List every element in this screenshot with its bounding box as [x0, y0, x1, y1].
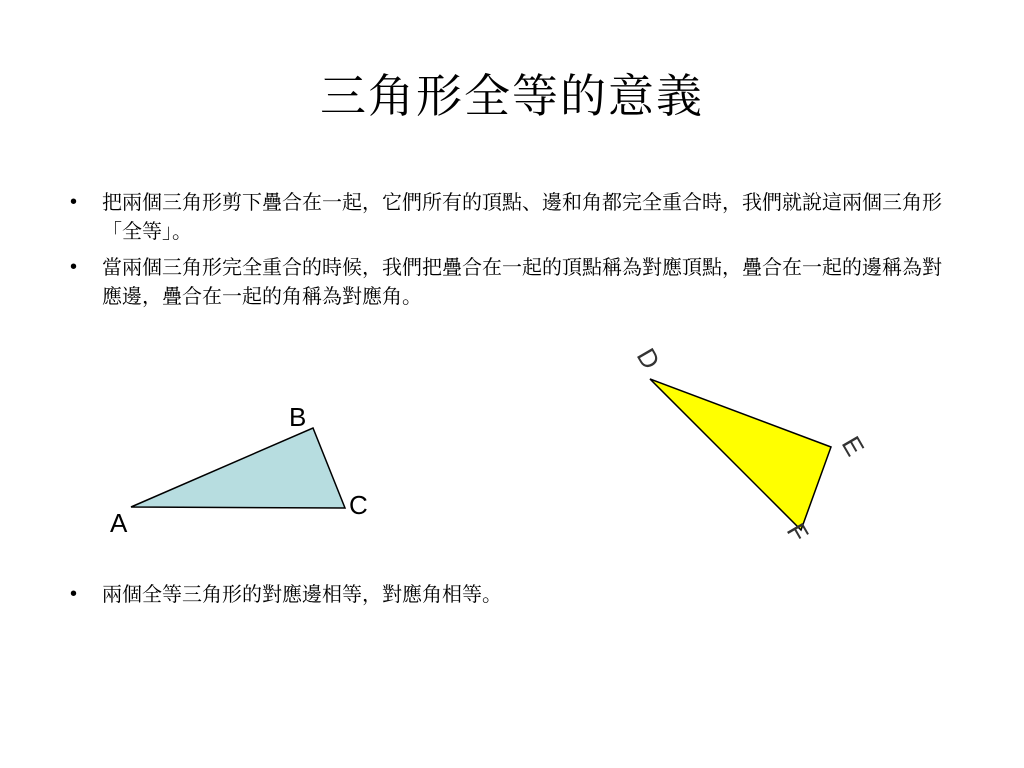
vertex-label-d: D [630, 343, 667, 375]
bullet-symbol: • [70, 583, 78, 605]
bullet-text: 當兩個三角形完全重合的時候，我們把疊合在一起的頂點稱為對應頂點，疊合在一起的邊稱為對應邊，疊合在一起的角稱為對應角。 [102, 255, 942, 308]
triangle-def [650, 379, 831, 530]
vertex-label-f: F [780, 518, 815, 547]
vertex-label-a: A [110, 508, 128, 538]
bullet-symbol: • [70, 256, 78, 278]
vertex-label-b: B [289, 402, 307, 432]
bullet-symbol: • [70, 191, 78, 213]
slide-title: 三角形全等的意義 [320, 69, 704, 123]
bullet-text: 把兩個三角形剪下疊合在一起，它們所有的頂點、邊和角都完全重合時，我們就說這兩個三角形「全等」。 [102, 190, 942, 243]
bullet-list-bottom [70, 580, 950, 616]
bullet-item [70, 580, 950, 609]
vertex-label-e: E [835, 431, 871, 462]
bullet-text: 兩個全等三角形的對應邊相等，對應角相等。 [102, 582, 502, 606]
triangle-abc [131, 428, 345, 508]
vertex-label-c: C [349, 490, 368, 520]
